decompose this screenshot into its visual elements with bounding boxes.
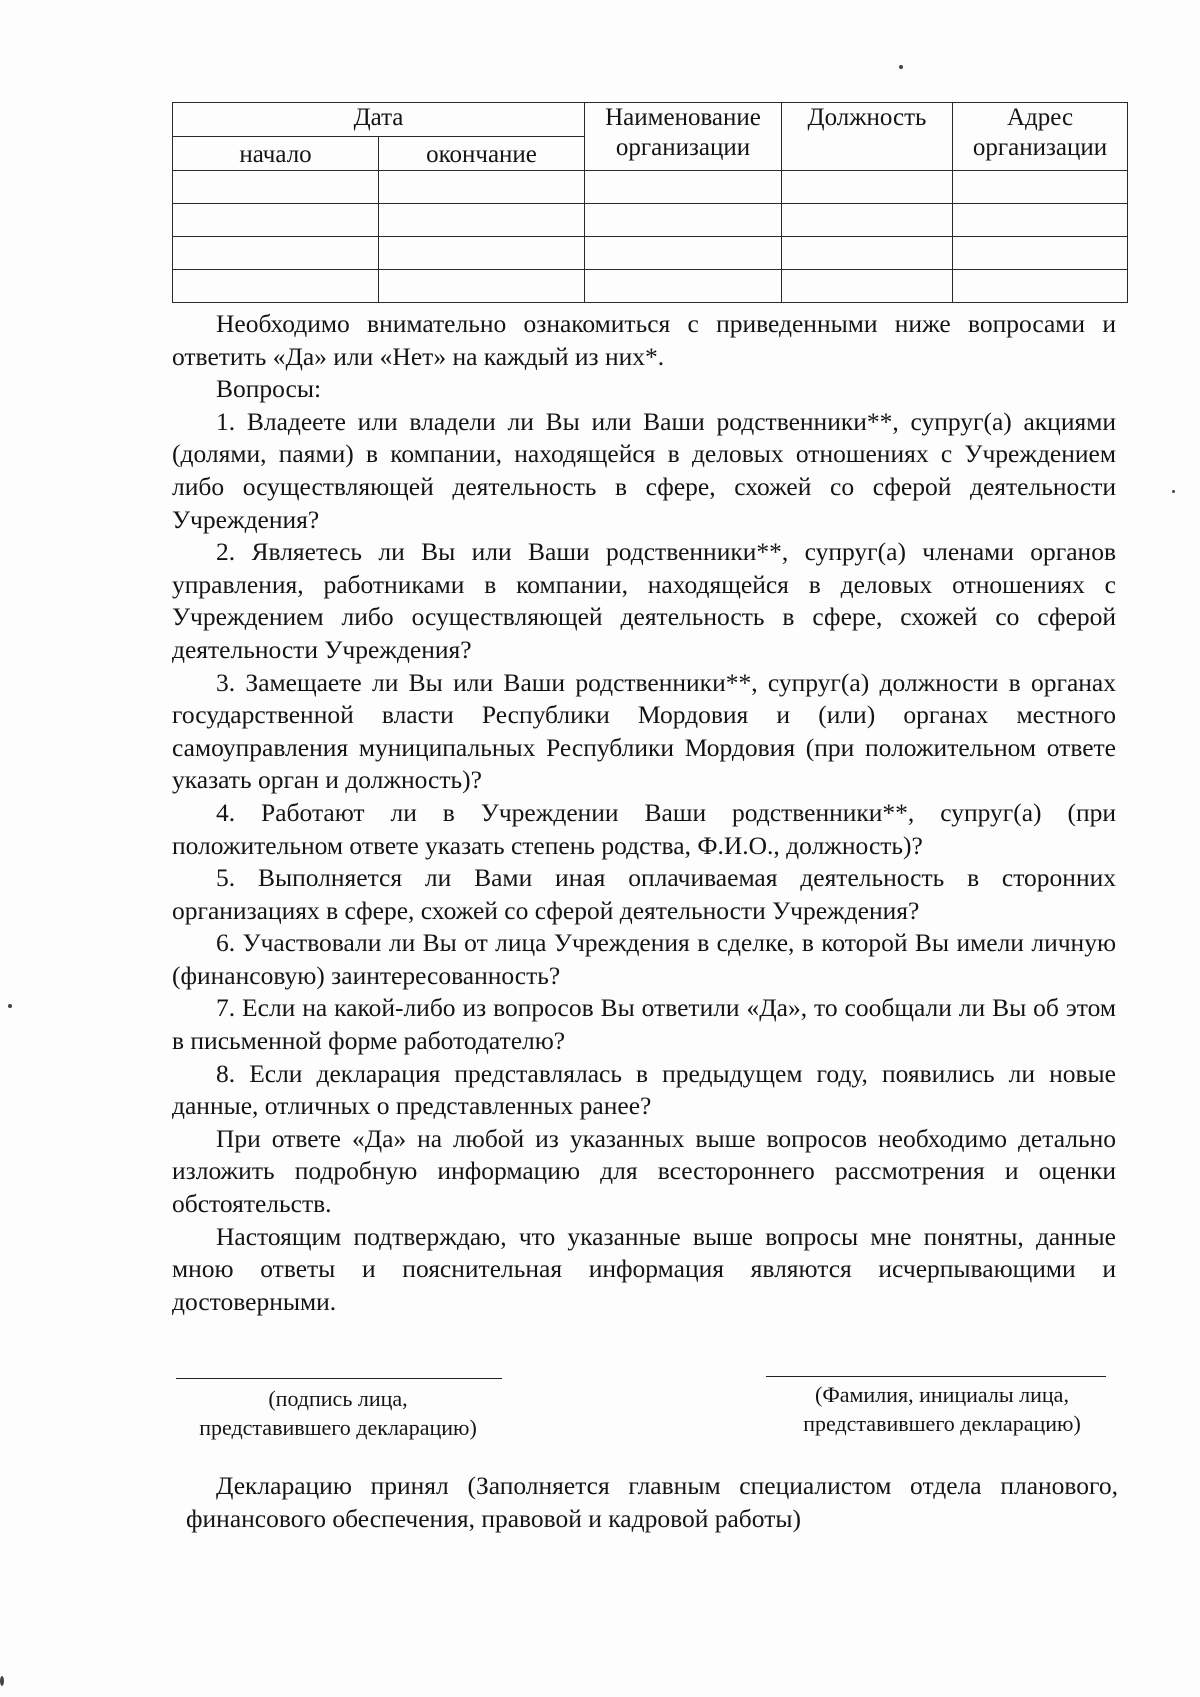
scan-speck [0, 1676, 4, 1686]
table-cell[interactable] [173, 171, 379, 204]
question-8: 8. Если декларация представлялась в предыдущем году, появились ли новые данные, отличных о представленных ранее? [172, 1058, 1116, 1121]
scan-speck [8, 1004, 12, 1008]
table-cell[interactable] [585, 270, 782, 303]
declaration-body [172, 308, 1116, 1318]
yes-answer-note: При ответе «Да» на любой из указанных выше вопросов необходимо детально изложить подробную информацию для всестороннего рассмотрения и оценки обстоятельств. [172, 1123, 1116, 1219]
table-cell[interactable] [379, 204, 585, 237]
table-cell[interactable] [782, 237, 953, 270]
full-name-caption [772, 1380, 1112, 1438]
accepted-paragraph: Декларацию принял (Заполняется главным специалистом отдела планового, финансового обеспечения, правовой и кадровой работы) [186, 1471, 1118, 1533]
table-cell[interactable] [585, 237, 782, 270]
position-header: Должность [782, 103, 953, 171]
table-cell[interactable] [585, 171, 782, 204]
table-row [173, 270, 1128, 303]
table-cell[interactable] [173, 204, 379, 237]
full-name-line[interactable] [766, 1376, 1106, 1377]
end-date-header: окончание [379, 137, 585, 171]
table-cell[interactable] [173, 237, 379, 270]
table-cell[interactable] [379, 237, 585, 270]
table-cell[interactable] [782, 270, 953, 303]
table-cell[interactable] [173, 270, 379, 303]
table-cell[interactable] [953, 270, 1128, 303]
question-1: 1. Владеете или владели ли Вы или Ваши родственники**, супруг(а) акциями (долями, паями) в компании, находящейся в деловых отношениях с Учреждением либо осуществляющей деятельность в сфере, схожей со сферой деятельности Учреждения? [172, 406, 1116, 534]
table-row [173, 237, 1128, 270]
confirmation-paragraph: Настоящим подтверждаю, что указанные выше вопросы мне понятны, данные мною ответы и пояснительная информация являются исчерпывающими и достоверными. [172, 1221, 1116, 1316]
signature-line[interactable] [176, 1378, 502, 1379]
table-cell[interactable] [585, 204, 782, 237]
question-4: 4. Работают ли в Учреждении Ваши родственники**, супруг(а) (при положительном ответе указать степень родства, Ф.И.О., должность)? [172, 797, 1116, 860]
table-cell[interactable] [379, 270, 585, 303]
table-row [173, 204, 1128, 237]
table-cell[interactable] [782, 171, 953, 204]
questions-heading: Вопросы: [216, 374, 322, 404]
scan-speck [1172, 490, 1175, 493]
accepted-block [186, 1470, 1118, 1535]
question-3: 3. Замещаете ли Вы или Ваши родственники**, супруг(а) должности в органах государственной власти Республики Мордовия и (или) органах местного самоуправления муниципальных Республики Мордовия (при положительном ответе указать орган и должность)? [172, 667, 1116, 795]
org-address-header: Адрес организации [953, 103, 1128, 171]
question-6: 6. Участвовали ли Вы от лица Учреждения в сделке, в которой Вы имели личную (финансовую) заинтересованность? [172, 928, 1116, 990]
question-7: 7. Если на какой-либо из вопросов Вы ответили «Да», то сообщали ли Вы об этом в письменной форме работодателю? [172, 993, 1116, 1056]
table-cell[interactable] [782, 204, 953, 237]
table-row [173, 171, 1128, 204]
table-cell[interactable] [953, 204, 1128, 237]
scan-speck [899, 65, 903, 69]
signature-caption-line-1: (подпись лица, [268, 1386, 408, 1411]
employment-table [172, 102, 1128, 303]
table-cell[interactable] [953, 237, 1128, 270]
signature-caption [168, 1384, 508, 1442]
org-name-header: Наименование организации [585, 103, 782, 171]
table-cell[interactable] [379, 171, 585, 204]
signature-caption-line-2: представившего декларацию) [199, 1415, 477, 1440]
question-2: 2. Являетесь ли Вы или Ваши родственники**, супруг(а) членами органов управления, работниками в компании, находящейся в деловых отношениях с Учреждением либо осуществляющей деятельность в сфере, схожей со сферой деятельности Учреждения? [172, 537, 1116, 664]
table-cell[interactable] [953, 171, 1128, 204]
date-header: Дата [173, 103, 585, 137]
start-date-header: начало [173, 137, 379, 171]
intro-paragraph: Необходимо внимательно ознакомиться с приведенными ниже вопросами и ответить «Да» или «Нет» на каждый из них*. [172, 309, 1116, 371]
full-name-caption-line-1: (Фамилия, инициалы лица, [815, 1382, 1069, 1407]
full-name-caption-line-2: представившего декларацию) [803, 1411, 1081, 1436]
question-5: 5. Выполняется ли Вами иная оплачиваемая деятельность в сторонних организациях в сфере, схожей со сферой деятельности Учреждения? [172, 863, 1116, 925]
